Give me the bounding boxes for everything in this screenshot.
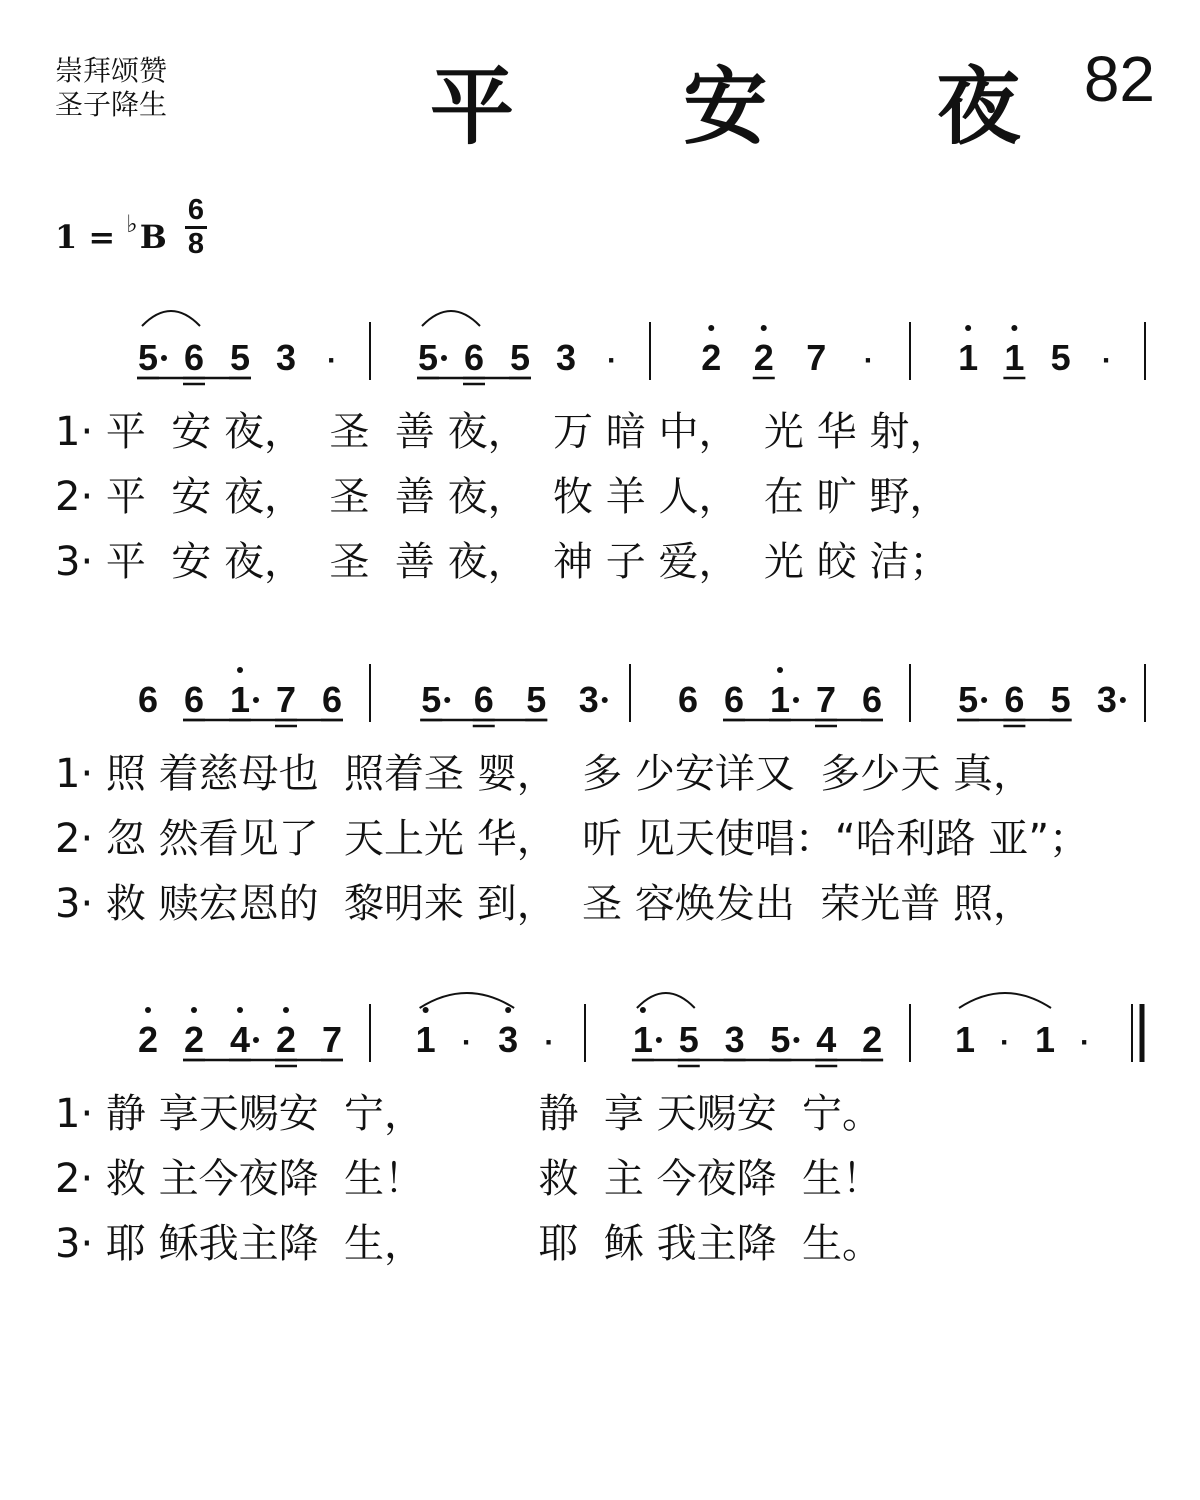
time-signature-bottom: 8	[187, 228, 205, 260]
note-digit: 6	[473, 679, 494, 720]
note-digit: 2	[862, 1019, 883, 1060]
note-digit: 5	[678, 1019, 699, 1060]
octave-dot-high	[145, 1007, 151, 1013]
augmentation-dot	[602, 697, 608, 703]
rest-dot: ·	[544, 1026, 555, 1059]
octave-dot-high	[777, 667, 783, 673]
octave-dot-high	[708, 325, 714, 331]
octave-dot-high	[640, 1007, 646, 1013]
note-digit: 6	[183, 679, 205, 720]
lyric-line: 2· 忽 然看见了 天上光 华， 听 见天使唱：“哈利路 亚”；	[55, 816, 1090, 862]
lyric-line: 3· 平 安 夜， 圣 善 夜， 神 子 爱， 光 皎 洁；	[55, 539, 950, 585]
note-digit: 5	[417, 337, 439, 378]
category-label-1: 崇拜颂赞	[55, 54, 168, 87]
slur	[420, 993, 515, 1008]
rest-dot: ·	[327, 344, 337, 377]
octave-dot-high	[761, 325, 767, 331]
octave-dot-high	[505, 1007, 511, 1013]
note-digit: 7	[321, 1019, 343, 1060]
note-digit: 5	[509, 337, 531, 378]
lyric-line: 3· 耶 稣我主降 生， 耶 稣 我主降 生。	[55, 1221, 883, 1267]
note-digit: 6	[183, 337, 205, 378]
note-digit: 6	[861, 679, 883, 720]
note-digit: 6	[677, 679, 699, 720]
category-label-2: 圣子降生	[55, 88, 168, 121]
note-digit: 1	[954, 1019, 976, 1060]
augmentation-dot	[1120, 697, 1126, 703]
note-digit: 6	[1004, 679, 1025, 720]
augmentation-dot	[444, 697, 450, 703]
octave-dot-high	[1011, 325, 1017, 331]
note-digit: 3	[275, 337, 297, 378]
augmentation-dot	[981, 697, 987, 703]
lyric-line: 2· 救 主今夜降 生！ 救 主 今夜降 生！	[55, 1156, 883, 1202]
slur	[142, 311, 200, 326]
note-digit: 1	[769, 679, 791, 720]
note-digit: 6	[723, 679, 745, 720]
note-digit: 7	[275, 679, 297, 720]
augmentation-dot	[253, 697, 259, 703]
lyric-line: 2· 平 安 夜， 圣 善 夜， 牧 羊 人， 在 旷 野，	[55, 474, 950, 520]
lyric-line: 3· 救 赎宏恩的 黎明来 到， 圣 容焕发出 荣光普 照，	[55, 881, 1034, 927]
note-digit: 1	[1034, 1019, 1056, 1060]
note-digit: 6	[463, 337, 485, 378]
note-digit: 5	[770, 1019, 791, 1060]
augmentation-dot	[656, 1037, 662, 1043]
note-digit: 5	[958, 679, 979, 720]
note-digit: 1	[1004, 337, 1025, 378]
note-digit: 5	[526, 679, 547, 720]
note-digit: 7	[815, 679, 837, 720]
augmentation-dot	[161, 355, 167, 361]
lyric-line: 1· 平 安 夜， 圣 善 夜， 万 暗 中， 光 华 射，	[55, 409, 950, 455]
augmentation-dot	[441, 355, 447, 361]
rest-dot: ·	[1080, 1026, 1090, 1059]
note-digit: 2	[183, 1019, 205, 1060]
rest-dot: ·	[863, 344, 874, 377]
flat-sign: ♭	[126, 210, 138, 238]
note-digit: 3	[498, 1019, 519, 1060]
slur	[422, 311, 480, 326]
rest-dot: ·	[461, 1026, 472, 1059]
octave-dot-high	[423, 1007, 429, 1013]
lyric-line: 1· 静 享天赐安 宁， 静 享 天赐安 宁。	[55, 1091, 883, 1137]
augmentation-dot	[793, 697, 799, 703]
octave-dot-high	[237, 667, 243, 673]
octave-dot-high	[191, 1007, 197, 1013]
note-digit: 1	[632, 1019, 653, 1060]
note-digit: 2	[137, 1019, 159, 1060]
lyric-line: 1· 照 着慈母也 照着圣 婴， 多 少安详又 多少天 真，	[55, 751, 1034, 797]
note-digit: 4	[816, 1019, 837, 1060]
key-note: B	[139, 218, 167, 256]
note-digit: 7	[806, 337, 827, 378]
slur	[959, 993, 1051, 1008]
slur	[637, 993, 695, 1008]
note-digit: 3	[724, 1019, 745, 1060]
augmentation-dot	[253, 1037, 259, 1043]
note-digit: 5	[1050, 337, 1071, 378]
note-digit: 6	[321, 679, 343, 720]
hymn-number: 82	[1083, 43, 1155, 115]
note-digit: 5	[421, 679, 442, 720]
note-digit: 6	[137, 679, 159, 720]
octave-dot-high	[965, 325, 971, 331]
note-digit: 3	[1096, 679, 1117, 720]
rest-dot: ·	[1000, 1026, 1010, 1059]
key-prefix: 1 =	[55, 218, 116, 256]
octave-dot-high	[283, 1007, 289, 1013]
rest-dot: ·	[607, 344, 617, 377]
note-digit: 1	[958, 337, 979, 378]
note-digit: 1	[229, 679, 251, 720]
note-digit: 2	[753, 337, 774, 378]
note-digit: 3	[578, 679, 599, 720]
note-digit: 5	[137, 337, 159, 378]
note-digit: 2	[275, 1019, 297, 1060]
rest-dot: ·	[1101, 344, 1112, 377]
note-digit: 5	[1050, 679, 1071, 720]
note-digit: 5	[229, 337, 251, 378]
note-digit: 4	[229, 1019, 251, 1060]
octave-dot-high	[237, 1007, 243, 1013]
note-digit: 2	[701, 337, 722, 378]
augmentation-dot	[793, 1037, 799, 1043]
note-digit: 1	[415, 1019, 436, 1060]
time-signature-top: 6	[185, 196, 207, 229]
hymn-title: 平 安 夜	[430, 57, 1091, 156]
note-digit: 3	[555, 337, 577, 378]
